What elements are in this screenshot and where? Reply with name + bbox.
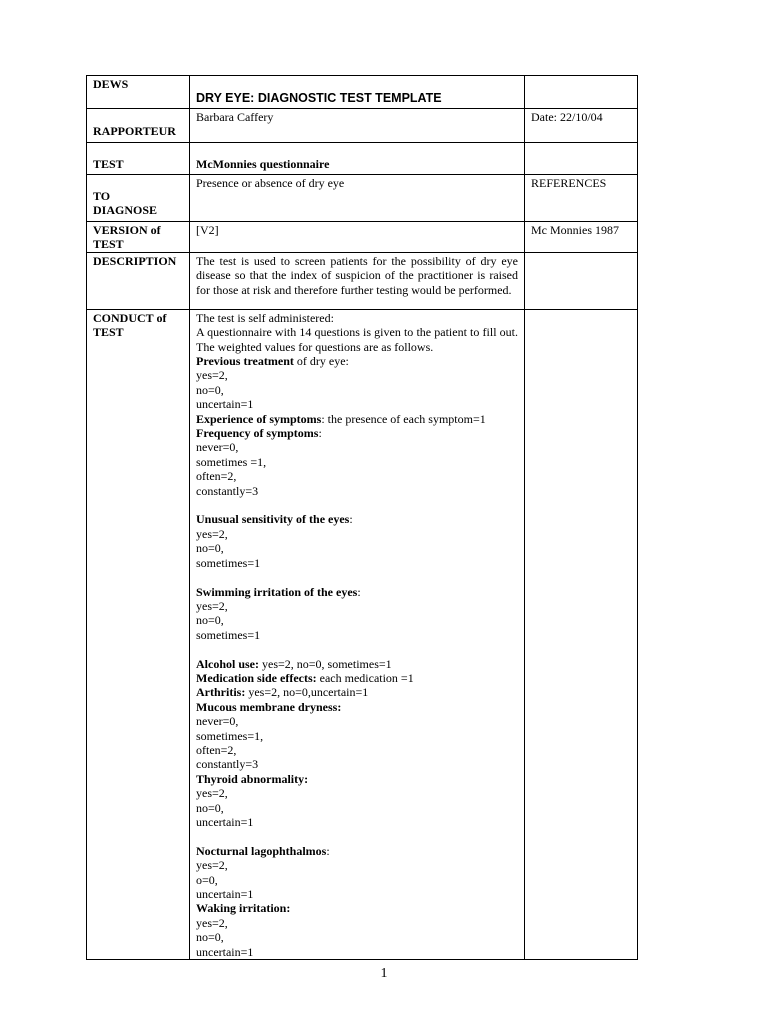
version-value-cell <box>190 222 525 253</box>
answer-line: yes=2, <box>196 526 228 541</box>
answer-line: sometimes=1, <box>196 728 264 743</box>
answer-line: yes=2, <box>196 915 228 930</box>
empty-cell <box>525 143 638 175</box>
answer-line: uncertain=1 <box>196 944 254 959</box>
date-value: Date: 22/10/04 <box>531 110 603 124</box>
test-label-cell <box>87 143 190 175</box>
conduct-label-cell <box>87 309 190 959</box>
rapporteur-label: RAPPORTEUR <box>93 124 176 138</box>
empty-cell <box>525 252 638 309</box>
conduct-label-line2: TEST <box>93 325 124 340</box>
description-label-cell <box>87 252 190 309</box>
answer-line: yes=2, <box>196 786 228 801</box>
reference-item: Mc Monnies 1987 <box>531 223 619 237</box>
alcohol-line: Alcohol use: yes=2, no=0, sometimes=1 <box>196 656 392 671</box>
answer-line: yes=2, <box>196 598 228 613</box>
test-label: TEST <box>93 157 124 171</box>
conduct-intro-2: A questionnaire with 14 questions is given to the patient to fill out. The weighted values for questions are as follows. <box>196 325 518 354</box>
answer-line: uncertain=1 <box>196 814 254 829</box>
conduct-intro-1: The test is self administered: <box>196 310 334 325</box>
answer-line: no=0, <box>196 382 224 397</box>
answer-line: no=0, <box>196 613 224 628</box>
version-label-line1: VERSION of <box>93 223 161 237</box>
answer-line: o=0, <box>196 872 218 887</box>
references-label: REFERENCES <box>531 176 607 190</box>
swimming-heading: Swimming irritation of the eyes: <box>196 584 361 599</box>
answer-line: often=2, <box>196 742 237 757</box>
title-cell <box>190 76 525 109</box>
answer-line: never=0, <box>196 714 239 729</box>
description-label: DESCRIPTION <box>93 253 177 268</box>
answer-line: yes=2, <box>196 368 228 383</box>
frequency-heading: Frequency of symptoms: <box>196 426 322 441</box>
answer-line: uncertain=1 <box>196 397 254 412</box>
page-title: DRY EYE: DIAGNOSTIC TEST TEMPLATE <box>196 91 442 105</box>
answer-line: sometimes=1 <box>196 627 261 642</box>
sensitivity-heading: Unusual sensitivity of the eyes: <box>196 512 353 527</box>
to-diagnose-row <box>87 175 638 222</box>
to-diagnose-value: Presence or absence of dry eye <box>196 176 345 190</box>
empty-cell <box>525 309 638 959</box>
answer-line: constantly=3 <box>196 483 259 498</box>
rapporteur-name-cell <box>190 109 525 143</box>
page-number: 1 <box>380 966 388 981</box>
previous-treatment-heading: Previous treatment of dry eye: <box>196 354 349 369</box>
answer-line: no=0, <box>196 541 224 556</box>
rapporteur-label-cell <box>87 109 190 143</box>
medication-line: Medication side effects: each medication =1 <box>196 670 414 685</box>
answer-line: sometimes =1, <box>196 454 267 469</box>
test-value: McMonnies questionnaire <box>196 157 330 171</box>
conduct-row <box>87 309 638 959</box>
to-diagnose-label-line2: DIAGNOSE <box>93 203 158 218</box>
conduct-text-cell <box>190 309 525 959</box>
rapporteur-name: Barbara Caffery <box>196 110 274 124</box>
to-diagnose-label-cell <box>87 175 190 222</box>
to-diagnose-label-line1: TO <box>93 189 111 203</box>
version-label-line2: TEST <box>93 237 124 252</box>
description-row <box>87 252 638 309</box>
answer-line: never=0, <box>196 440 239 455</box>
test-value-cell <box>190 143 525 175</box>
version-label-cell <box>87 222 190 253</box>
date-cell <box>525 109 638 143</box>
description-text: The test is used to screen patients for the possibility of dry eye disease so that the index of suspicion of the practitioner is raised for those at risk and therefore further testing would be performed. <box>196 253 518 297</box>
arthritis-line: Arthritis: yes=2, no=0,uncertain=1 <box>196 685 369 700</box>
thyroid-heading: Thyroid abnormality: <box>196 771 309 786</box>
answer-line: yes=2, <box>196 858 228 873</box>
dews-label: DEWS <box>93 77 129 91</box>
answer-line: uncertain=1 <box>196 887 254 901</box>
mucous-heading: Mucous membrane dryness: <box>196 699 342 714</box>
to-diagnose-value-cell <box>190 175 525 222</box>
answer-line: constantly=3 <box>196 757 259 772</box>
rapporteur-row <box>87 109 638 143</box>
nocturnal-heading: Nocturnal lagophthalmos: <box>196 843 330 858</box>
answer-line: no=0, <box>196 800 224 815</box>
answer-line: no=0, <box>196 930 224 945</box>
version-value: [V2] <box>196 223 219 237</box>
title-row <box>87 76 638 109</box>
answer-line: sometimes=1 <box>196 555 261 570</box>
waking-heading: Waking irritation: <box>196 901 291 916</box>
conduct-label-line1: CONDUCT of <box>93 310 167 325</box>
test-template-table <box>86 75 638 960</box>
version-row <box>87 222 638 253</box>
experience-heading: Experience of symptoms: the presence of each symptom=1 <box>196 411 486 426</box>
answer-line: often=2, <box>196 469 237 484</box>
description-text-cell <box>190 252 525 309</box>
reference-cell <box>525 222 638 253</box>
test-row <box>87 143 638 175</box>
references-cell <box>525 175 638 222</box>
dews-cell <box>87 76 190 109</box>
empty-cell <box>525 76 638 109</box>
